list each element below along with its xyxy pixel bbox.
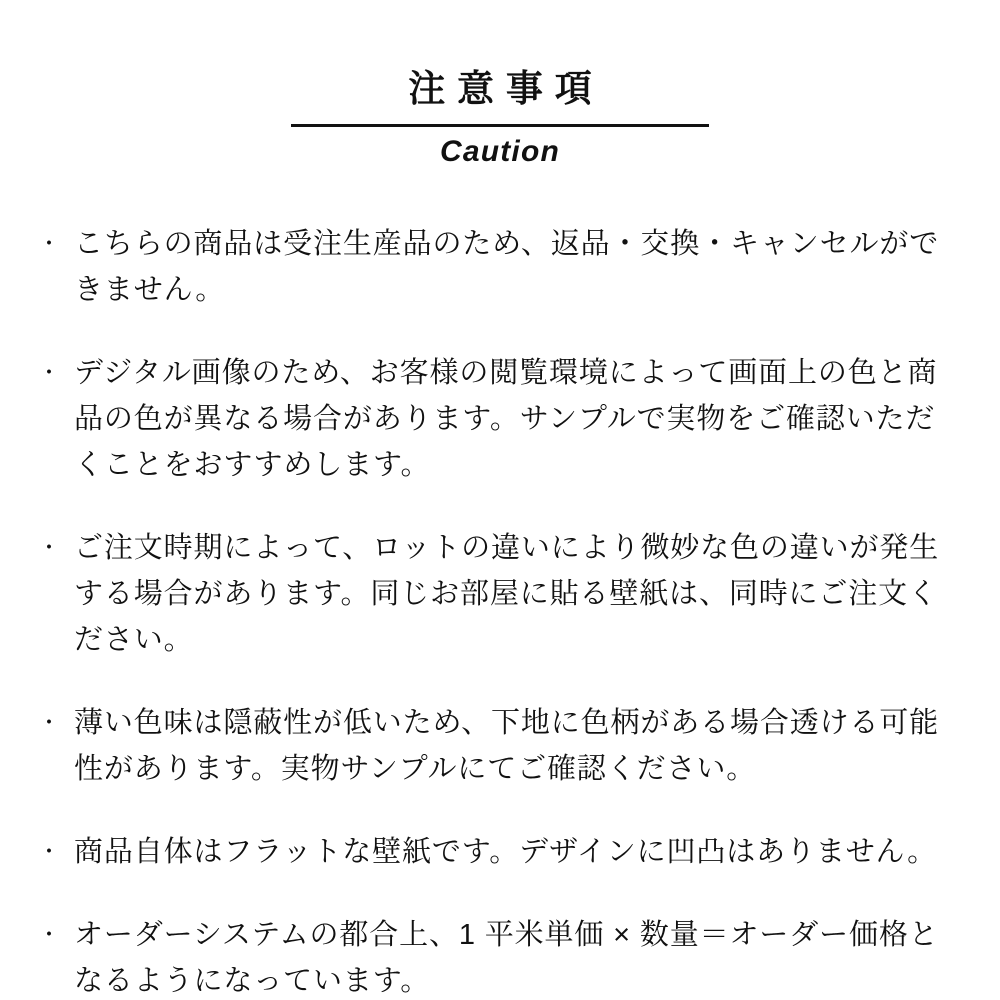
note-text: デジタル画像のため、お客様の閲覧環境によって画面上の色と商品の色が異なる場合があります。サンプルで実物をご確認いただくことをおすすめします。 — [74, 357, 938, 481]
bullet-icon: ・ — [38, 922, 61, 947]
bullet-icon: ・ — [38, 839, 61, 864]
bullet-icon: ・ — [38, 710, 61, 735]
note-text: ご注文時期によって、ロットの違いにより微妙な色の違いが発生する場合があります。同じお部屋に貼る壁紙は、同時にご注文ください。 — [74, 532, 940, 656]
title-underline — [291, 124, 709, 127]
list-item — [38, 700, 962, 792]
page-header — [20, 58, 980, 169]
caution-list — [20, 221, 980, 1000]
note-text: オーダーシステムの都合上、1 平米単価 × 数量＝オーダー価格となるようになっています。 — [74, 919, 939, 997]
list-item — [38, 829, 962, 875]
page-subtitle: Caution — [439, 135, 561, 168]
list-item — [38, 221, 962, 313]
list-item — [38, 350, 962, 488]
page-title: 注意事項 — [408, 68, 604, 109]
bullet-icon: ・ — [38, 231, 61, 256]
note-text: 商品自体はフラットな壁紙です。デザインに凹凸はありません。 — [74, 836, 938, 868]
list-item — [38, 525, 962, 663]
note-text: 薄い色味は隠蔽性が低いため、下地に色柄がある場合透ける可能性があります。実物サンプルにてご確認ください。 — [74, 707, 940, 785]
list-item — [38, 912, 962, 1000]
bullet-icon: ・ — [38, 360, 61, 385]
bullet-icon: ・ — [38, 535, 61, 560]
note-text: こちらの商品は受注生産品のため、返品・交換・キャンセルができません。 — [74, 228, 940, 306]
